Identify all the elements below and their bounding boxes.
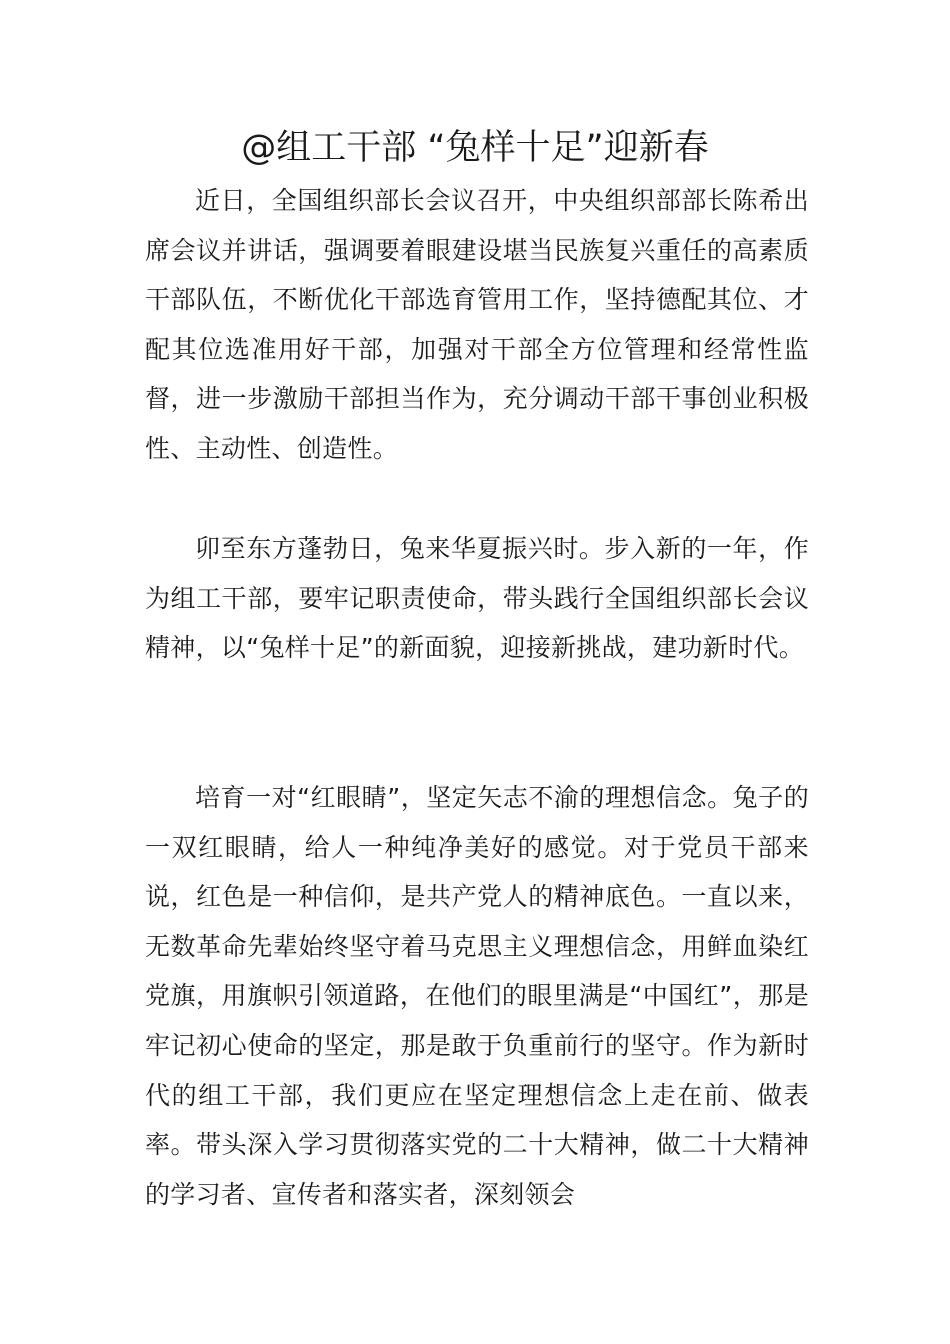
paragraph-2: 卯至东方蓬勃日，兔来华夏振兴时。步入新的一年，作为组工干部，要牢记职责使命，带头践行全国组织部长会议精神，以“兔样十足”的新面貌，迎接新挑战，建功新时代。 <box>145 534 809 663</box>
document-title: @组工干部 “兔样十足”迎新春 <box>241 128 709 168</box>
paragraph-1: 近日，全国组织部长会议召开，中央组织部部长陈希出席会议并讲话，强调要着眼建设堪当民族复兴重任的高素质干部队伍，不断优化干部选育管用工作，坚持德配其位、才配其位选准用好干部，加强对干部全方位管理和经常性监督，进一步激励干部担当作为，充分调动干部干事创业积极性、主动性、创造性。 <box>145 186 809 463</box>
paragraph-3: 培育一对“红眼睛”，坚定矢志不渝的理想信念。兔子的一双红眼睛，给人一种纯净美好的感觉。对于党员干部来说，红色是一种信仰，是共产党人的精神底色。一直以来，无数革命先辈始终坚守着马克思主义理想信念，用鲜血染红党旗，用旗帜引领道路，在他们的眼里满是“中国红”，那是牢记初心使命的坚定，那是敢于负重前行的坚守。作为新时代的组工干部，我们更应在坚定理想信念上走在前、做表率。带头深入学习贯彻落实党的二十大精神，做二十大精神的学习者、宣传者和落实者，深刻领会 <box>145 783 809 1209</box>
